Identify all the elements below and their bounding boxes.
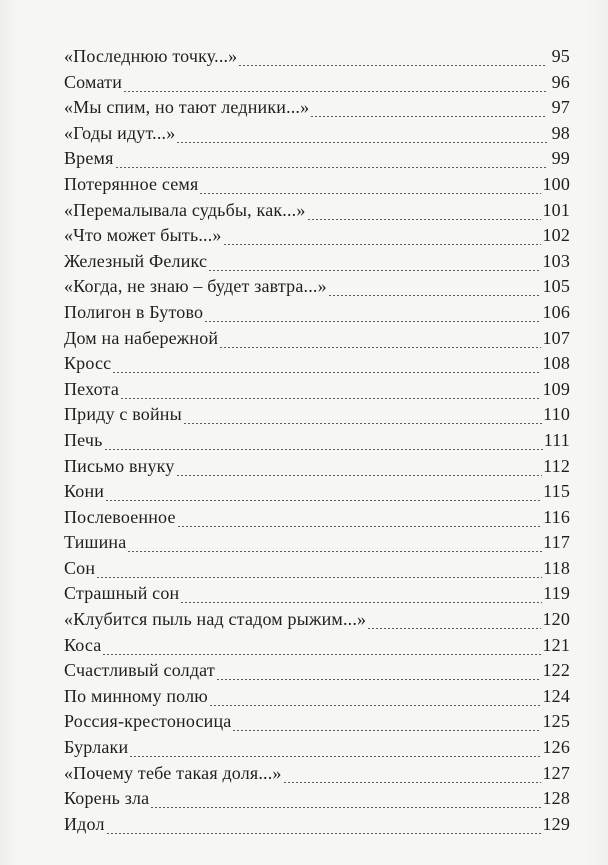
toc-entry (64, 402, 570, 428)
toc-entry (64, 249, 570, 275)
dot-leader (106, 833, 542, 834)
toc-entry (64, 274, 570, 300)
toc-entry-title: Бурлаки (64, 737, 129, 758)
dot-leader (115, 167, 547, 168)
toc-entry (64, 684, 570, 710)
toc-entry-page-number: 107 (542, 327, 570, 348)
toc-entry-title: «Перемалывала судьбы, как...» (64, 199, 306, 220)
dot-leader (177, 526, 542, 527)
toc-entry-page-number: 117 (543, 532, 570, 553)
page-shadow-right (584, 0, 608, 865)
page-shadow-left (0, 0, 18, 865)
toc-entry-page-number: 120 (542, 609, 570, 630)
dot-leader (96, 577, 542, 578)
toc-entry-title: Послевоенное (64, 506, 176, 527)
toc-entry-title: Печь (64, 429, 103, 450)
toc-entry (64, 479, 570, 505)
toc-entry-title: Сон (64, 557, 96, 578)
toc-entry-page-number: 101 (542, 199, 570, 220)
toc-entry-page-number: 95 (551, 46, 570, 66)
toc-entry-title: Полигон в Бутово (64, 301, 204, 322)
toc-entry (64, 735, 570, 761)
dot-leader (310, 116, 547, 117)
toc-entry (64, 786, 570, 812)
toc-entry-title: Кони (64, 481, 105, 502)
dot-leader (180, 602, 542, 603)
toc-entry-title: Идол (64, 813, 105, 834)
dot-leader (176, 142, 547, 143)
toc-entry-page-number: 125 (542, 711, 570, 732)
toc-entry (64, 709, 570, 735)
toc-entry-title: Россия-крестоносица (64, 711, 232, 732)
toc-entry-title: Сомати (64, 71, 123, 92)
dot-leader (150, 807, 541, 808)
toc-entry (64, 633, 570, 659)
dot-leader (129, 756, 541, 757)
toc-entry-page-number: 106 (542, 301, 570, 322)
toc-entry-title: Счастливый солдат (64, 660, 215, 681)
toc-entry (64, 812, 570, 838)
toc-entry (64, 70, 570, 96)
toc-entry-title: «Мы спим, но тают ледники...» (64, 97, 310, 118)
toc-entry (64, 505, 570, 531)
toc-entry-title: Железный Феликс (64, 250, 208, 271)
toc-entry (64, 95, 570, 121)
toc-entry (64, 658, 570, 684)
dot-leader (123, 91, 547, 92)
toc-entry-page-number: 108 (542, 353, 570, 374)
dot-leader (127, 551, 542, 552)
dot-leader (219, 347, 541, 348)
toc-entry-title: Письмо внуку (64, 455, 175, 476)
dot-leader (209, 705, 542, 706)
toc-entry-title: Приду с войны (64, 404, 182, 425)
dot-leader (120, 398, 541, 399)
toc-entry-title: «Что может быть...» (64, 225, 222, 246)
toc-entry-page-number: 122 (542, 660, 570, 681)
dot-leader (112, 372, 541, 373)
toc-entry-page-number: 100 (542, 173, 570, 194)
toc-entry (64, 454, 570, 480)
toc-entry (64, 223, 570, 249)
toc-entry (64, 172, 570, 198)
dot-leader (238, 65, 547, 66)
dot-leader (199, 193, 541, 194)
table-of-contents (64, 44, 570, 837)
dot-leader (367, 628, 541, 629)
dot-leader (102, 654, 541, 655)
dot-leader (176, 475, 543, 476)
toc-entry-page-number: 129 (542, 813, 570, 834)
toc-entry-page-number: 126 (542, 737, 570, 758)
toc-entry-title: Дом на набережной (64, 327, 219, 348)
dot-leader (283, 782, 542, 783)
dot-leader (105, 500, 542, 501)
toc-entry-title: Страшный сон (64, 583, 180, 604)
toc-entry-page-number: 115 (543, 481, 570, 502)
toc-entry-page-number: 103 (542, 250, 570, 271)
toc-entry-title: «Клубится пыль над стадом рыжим...» (64, 609, 367, 630)
toc-entry (64, 428, 570, 454)
toc-entry-title: «Когда, не знаю – будет завтра...» (64, 276, 327, 297)
toc-entry (64, 377, 570, 403)
toc-entry-title: Тишина (64, 532, 127, 553)
toc-entry (64, 556, 570, 582)
toc-entry-title: Кросс (64, 353, 112, 374)
toc-entry-page-number: 111 (543, 429, 570, 450)
toc-entry-title: «Почему тебе такая доля...» (64, 762, 282, 783)
toc-entry (64, 326, 570, 352)
toc-entry-page-number: 97 (551, 97, 570, 118)
toc-entry (64, 530, 570, 556)
toc-entry (64, 300, 570, 326)
dot-leader (232, 730, 541, 731)
dot-leader (183, 423, 542, 424)
toc-entry-page-number: 118 (543, 557, 570, 578)
toc-entry-page-number: 98 (551, 122, 570, 143)
toc-entry (64, 198, 570, 224)
toc-entry (64, 121, 570, 147)
toc-entry-title: По минному полю (64, 685, 208, 706)
dot-leader (307, 219, 542, 220)
toc-entry-page-number: 96 (551, 71, 570, 92)
toc-entry-title: Коса (64, 634, 102, 655)
toc-entry-page-number: 124 (542, 685, 570, 706)
dot-leader (104, 449, 543, 450)
toc-entry-title: Потерянное семя (64, 173, 199, 194)
toc-entry (64, 351, 570, 377)
toc-entry-title: Пехота (64, 378, 119, 399)
toc-entry-page-number: 99 (551, 148, 570, 169)
toc-entry-page-number: 127 (542, 762, 570, 783)
toc-entry-page-number: 109 (542, 378, 570, 399)
dot-leader (208, 270, 541, 271)
toc-entry-title: Время (64, 148, 114, 169)
dot-leader (204, 321, 541, 322)
toc-entry (64, 761, 570, 787)
dot-leader (223, 244, 542, 245)
toc-entry-page-number: 102 (542, 225, 570, 246)
toc-entry-page-number: 128 (542, 788, 570, 809)
toc-entry-page-number: 119 (543, 583, 570, 604)
toc-entry-page-number: 121 (542, 634, 570, 655)
toc-entry (64, 581, 570, 607)
toc-entry-page-number: 110 (543, 404, 570, 425)
dot-leader (328, 295, 542, 296)
dot-leader (216, 679, 542, 680)
toc-entry-title: «Последнюю точку...» (64, 46, 238, 66)
toc-entry (64, 44, 570, 70)
toc-entry-title: «Годы идут...» (64, 122, 176, 143)
toc-entry-page-number: 105 (542, 276, 570, 297)
toc-entry (64, 146, 570, 172)
toc-entry-title: Корень зла (64, 788, 150, 809)
toc-entry (64, 607, 570, 633)
toc-entry-page-number: 116 (543, 506, 570, 527)
toc-entry-page-number: 112 (543, 455, 570, 476)
